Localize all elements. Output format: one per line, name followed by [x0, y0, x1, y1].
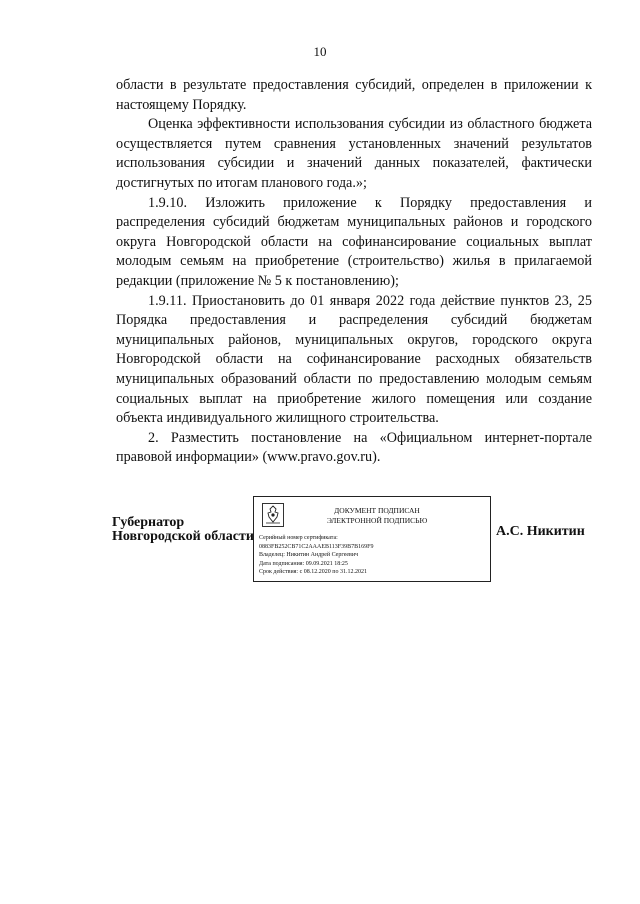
certificate-owner: Владелец: Никитин Андрей Сергеевич: [259, 552, 359, 559]
stamp-header-line1: ДОКУМЕНТ ПОДПИСАН: [334, 506, 420, 515]
stamp-header-line2: ЭЛЕКТРОННОЙ ПОДПИСЬЮ: [326, 515, 428, 525]
signing-date: Дата подписания: 09.09.2021 18:25: [259, 560, 348, 567]
certificate-label: Серийный номер сертификата:: [259, 535, 338, 541]
page-number: 10: [313, 44, 327, 59]
stamp-details: [259, 534, 373, 577]
signatory-title: [112, 516, 254, 544]
paragraph: 2. Разместить постановление на «Официальном интернет-портале правовой информации» (www.pravo.gov.ru).: [116, 429, 592, 466]
signatory-title-line1: Губернатор: [112, 515, 185, 530]
paragraph: 1.9.10. Изложить приложение к Порядку предоставления и распределения субсидий бюджетам муниципальных районов и городского округа Новгородской области на софинансирование социальных выплат молодым семьям на приобретение (строительство) жилья в прилагаемой редакции (приложение № 5 к постановлению);: [116, 194, 592, 289]
stamp-header: [292, 506, 462, 525]
paragraph: Оценка эффективности использования субсидии из областного бюджета осуществляется путем сравнения установленных значений результатов использования субсидии и значений данных показателей, фактически достигнутых по итогам планового года.»;: [116, 116, 592, 191]
certificate-validity: Срок действия: с 08.12.2020 по 31.12.2021: [259, 569, 367, 576]
signatory-title-line2: Новгородской области: [112, 529, 254, 544]
paragraph: 1.9.11. Приостановить до 01 января 2022 года действие пунктов 23, 25 Порядка предоставления и распределения субсидий бюджетам муниципальных районов, муниципальных округов, городского округа Новгородской области на софинансирование расходных обязательств муниципальных образований области по предоставлению молодым семьям социальных выплат на приобретение жилого помещения или создание объекта индивидуального жилищного строительства.: [116, 292, 592, 427]
signatory-name: А.С. Никитин: [496, 524, 585, 539]
body-text: [116, 76, 592, 468]
paragraph: области в результате предоставления субсидий, определен в приложении к настоящему Порядку.: [116, 77, 592, 113]
coat-of-arms-icon: [262, 503, 284, 527]
electronic-signature-stamp: [253, 496, 491, 582]
certificate-number: 0883FB252CB71C2AAAEB113F39B7B169F9: [259, 543, 374, 550]
